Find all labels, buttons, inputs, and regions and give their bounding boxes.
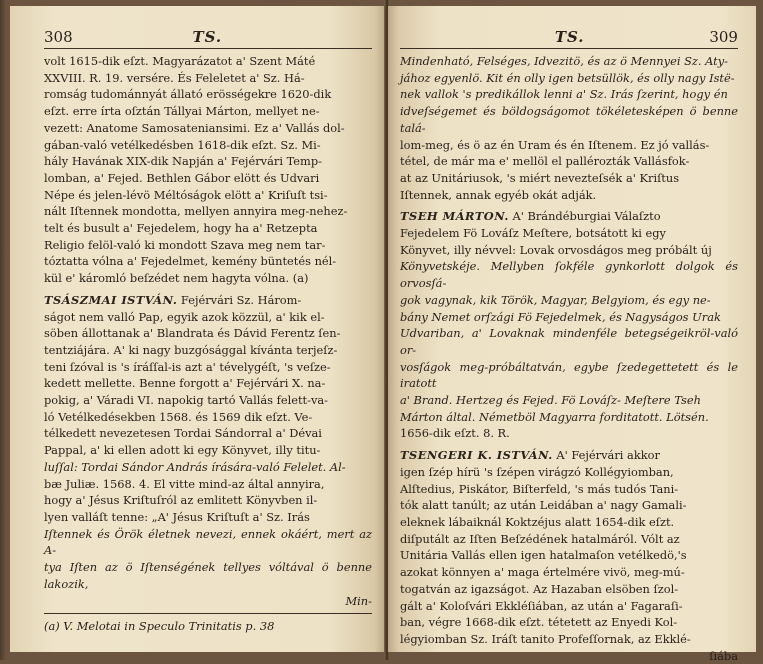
text-line: tentziájára. A' ki nagy buzgósággal kívánta terjeſz- — [44, 342, 338, 357]
text-line: jához egyenlö. Kit én olly igen betsüllök, és olly nagy Istë- — [400, 70, 735, 85]
text-line: Könyvet, illy névvel: Lovak orvosdágos meg próbált új — [400, 242, 712, 257]
text-line: pokig, a' Váradi VI. napokig tartó Vallás felett-va- — [44, 393, 329, 408]
left-page-body — [44, 53, 372, 609]
text-line: söben állottanak a' Blandrata és Dávid Ferentz ſen- — [44, 326, 341, 341]
text-line: lom-meg, és ö az én Uram és én Iſtenem. Ez jó vallás- — [400, 137, 710, 152]
text-line: a' Brand. Hertzeg és Fejed. Fö Lováſz- Meſtere Tseh — [400, 393, 701, 408]
text-line: gok vagynak, kik Török, Magyar, Belgyiom, és egy ne- — [400, 292, 711, 307]
catchword: Min- — [345, 593, 372, 608]
left-page — [10, 6, 386, 652]
text-line: Religio felöl-való ki mondott Szava meg nem tar- — [44, 237, 326, 252]
text-line: togatván az igazságot. Az Hazaban elsöben ſzol- — [400, 581, 679, 596]
text-line: eſzt. erre írta oſztán Tállyai Márton, mellyet ne- — [44, 104, 320, 119]
text-line: igen ſzép hírü 's ſzépen virágzó Kollégyiomban, — [400, 464, 674, 479]
text-line: légyiomban Sz. Iráſt tanito Profeſſornak, az Ekklé- — [400, 631, 691, 646]
entry-paragraph — [400, 447, 738, 464]
text-line: volt 1615-dik eſzt. Magyarázatot a' Szent Máté — [44, 54, 316, 68]
text-line: vezett: Anatome Samosateniansimi. Ez a' Vallás dol- — [44, 120, 345, 135]
text-line: eleknek lábaiknál Koktzéjus alatt 1654-dik eſzt. — [400, 514, 675, 529]
text-line: at az Unitáriusok, 's miért nevezteſsék a' Kriſtus — [400, 170, 680, 185]
text-line: romság tudománnyát állató erösségekre 1620-dik — [44, 87, 332, 102]
text-line: ban, végre 1668-dik eſzt. tétetett az Enyedi Kol- — [400, 615, 678, 630]
text-line: nek vallok 's predikállok lenni a' Sz. Irás ſzerint, hogy én — [400, 87, 728, 102]
text-line: kül e' káromló beſzédet nem hagyta vólna. (a) — [44, 271, 309, 286]
running-head: TS. — [192, 28, 223, 46]
text-line: bány Nemet orſzági Fö Fejedelmek, és Nagyságos Urak — [400, 309, 721, 324]
text-line: tóztatta vólna a' Fejedelmet, kemény büntetés nél- — [44, 254, 337, 269]
text-line: tya Iſten az ö Iſtenségének tellyes vóltával ö benne lakozik, — [44, 560, 372, 591]
text-line: gában-való vetélkedésben 1618-dik eſzt. Sz. Mi- — [44, 137, 321, 152]
entry-paragraph — [400, 208, 738, 225]
text-line: XXVIII. R. 19. versére. És Feleletet a' Sz. Há- — [44, 70, 305, 85]
footnote-text: (a) V. Melotai in Speculo Trinitatis p. 38 — [44, 619, 275, 634]
text-line: 1656-dik eſzt. 8. R. — [400, 426, 510, 441]
text-line: azokat könnyen a' maga értelmére vivö, meg-mú- — [400, 565, 685, 580]
text-line: idveſségemet és böldogságomot tökéletesképen ö benne talá- — [400, 104, 738, 135]
entry-heading: TSÁSZMAI ISTVÁN. — [44, 292, 178, 307]
text-line: hogy a' Jésus Kriſtuſról az emlitett Könyvben il- — [44, 493, 318, 508]
text-line: diſputált az Iſten Beſzédének hatalmáról. Vólt az — [400, 531, 680, 546]
right-page-header — [400, 28, 738, 49]
text-line: lyen valláſt tenne: „A' Jésus Kriſtuſt a' Sz. Irás — [44, 509, 310, 524]
text-line: ló Vetélkedésekben 1568. és 1569 dik eſzt. Ve- — [44, 409, 313, 424]
text-line: Könyvetskéje. Mellyben ſokféle gynkorlott dolgok és orvosſá- — [400, 259, 738, 291]
left-page-header — [44, 28, 372, 49]
text-line: vosſágok meg-próbáltatván, egybe ſzedegettetett és le iratott — [400, 359, 738, 391]
text-line: A' Brándéburgiai Válaſzto — [512, 209, 661, 224]
text-line: lomban, a' Fejed. Bethlen Gábor elött és Udvari — [44, 170, 320, 185]
text-line: Márton által. Németböl Magyarra forditatott. Lötsén. — [400, 409, 709, 424]
text-line: Pappal, a' ki ellen adott ki egy Könyvet, illy titu- — [44, 443, 321, 458]
text-line: nált Iſtennek mondotta, mellyen annyira meg-nehez- — [44, 204, 348, 219]
text-line: kedett mellette. Benne forgott a' Fejérvári X. na- — [44, 376, 326, 391]
running-head: TS. — [554, 28, 585, 46]
text-line: tók alatt tanúlt; az után Leidában a' nagy Gamali- — [400, 498, 687, 513]
text-line: teni ſzóval is 's íráſſal-is azt a' tévelygéſt, 's veſze- — [44, 359, 331, 374]
text-line: Iſtennek, annak egyéb okát adják. — [400, 187, 597, 202]
catchword: ſiába — [709, 648, 738, 663]
text-line: A' Fejérvári akkor — [556, 448, 660, 463]
text-line: Iſtennek és Örök életnek nevezi, ennek okáért, mert az A- — [44, 526, 372, 558]
page-number: 309 — [709, 28, 738, 46]
text-line: bæ Juliæ. 1568. 4. El vitte mind-az által annyira, — [44, 476, 325, 491]
text-line: luſſal: Tordai Sándor András írására-való Felelet. Al- — [44, 459, 346, 474]
right-page — [388, 6, 756, 663]
text-line: tétel, de már ma e' mellöl el pallérozták Vallásfok- — [400, 154, 690, 169]
entry-paragraph — [44, 292, 372, 309]
entry-heading: TSEH MÁRTON. — [400, 209, 509, 224]
right-page-body — [400, 53, 738, 664]
text-line: Alſtedius, Piskátor, Biſterfeld, 's más tudós Tani- — [400, 481, 679, 496]
page-number: 308 — [44, 28, 73, 46]
text-line: Fejedelem Fö Lováſz Meſtere, botsátott ki egy — [400, 226, 666, 241]
text-line: Udvariban, a' Lovaknak mindenféle betegségeikröl-való or- — [400, 326, 738, 357]
text-line: Népe és jelen-lévö Méltóságok elött a' Kriſuſt tsi- — [44, 187, 328, 202]
text-line: hály Havának XIX-dik Napján a' Fejérvári Temp- — [44, 154, 322, 169]
text-line: telt és busult a' Fejedelem, hogy ha a' Retzepta — [44, 221, 318, 236]
entry-heading: TSENGERI K. ISTVÁN. — [400, 448, 553, 463]
text-line: Mindenható, Felséges, Idvezitö, és az ö Mennyei Sz. Aty- — [400, 54, 729, 68]
text-line: Fejérvári Sz. Három- — [180, 292, 302, 307]
footnote — [44, 613, 372, 634]
text-line: gált a' Koloſvári Ekkléſiában, az után a' Fagaraſi- — [400, 598, 683, 613]
text-line: ságot nem valló Pap, egyik azok közzül, a' kik el- — [44, 309, 325, 324]
text-line: télkedett nevezetesen Tordai Sándorral a' Dévai — [44, 426, 322, 441]
text-line: Unitária Vallás ellen igen hatalmaſon vetélkedö,'s — [400, 548, 687, 563]
